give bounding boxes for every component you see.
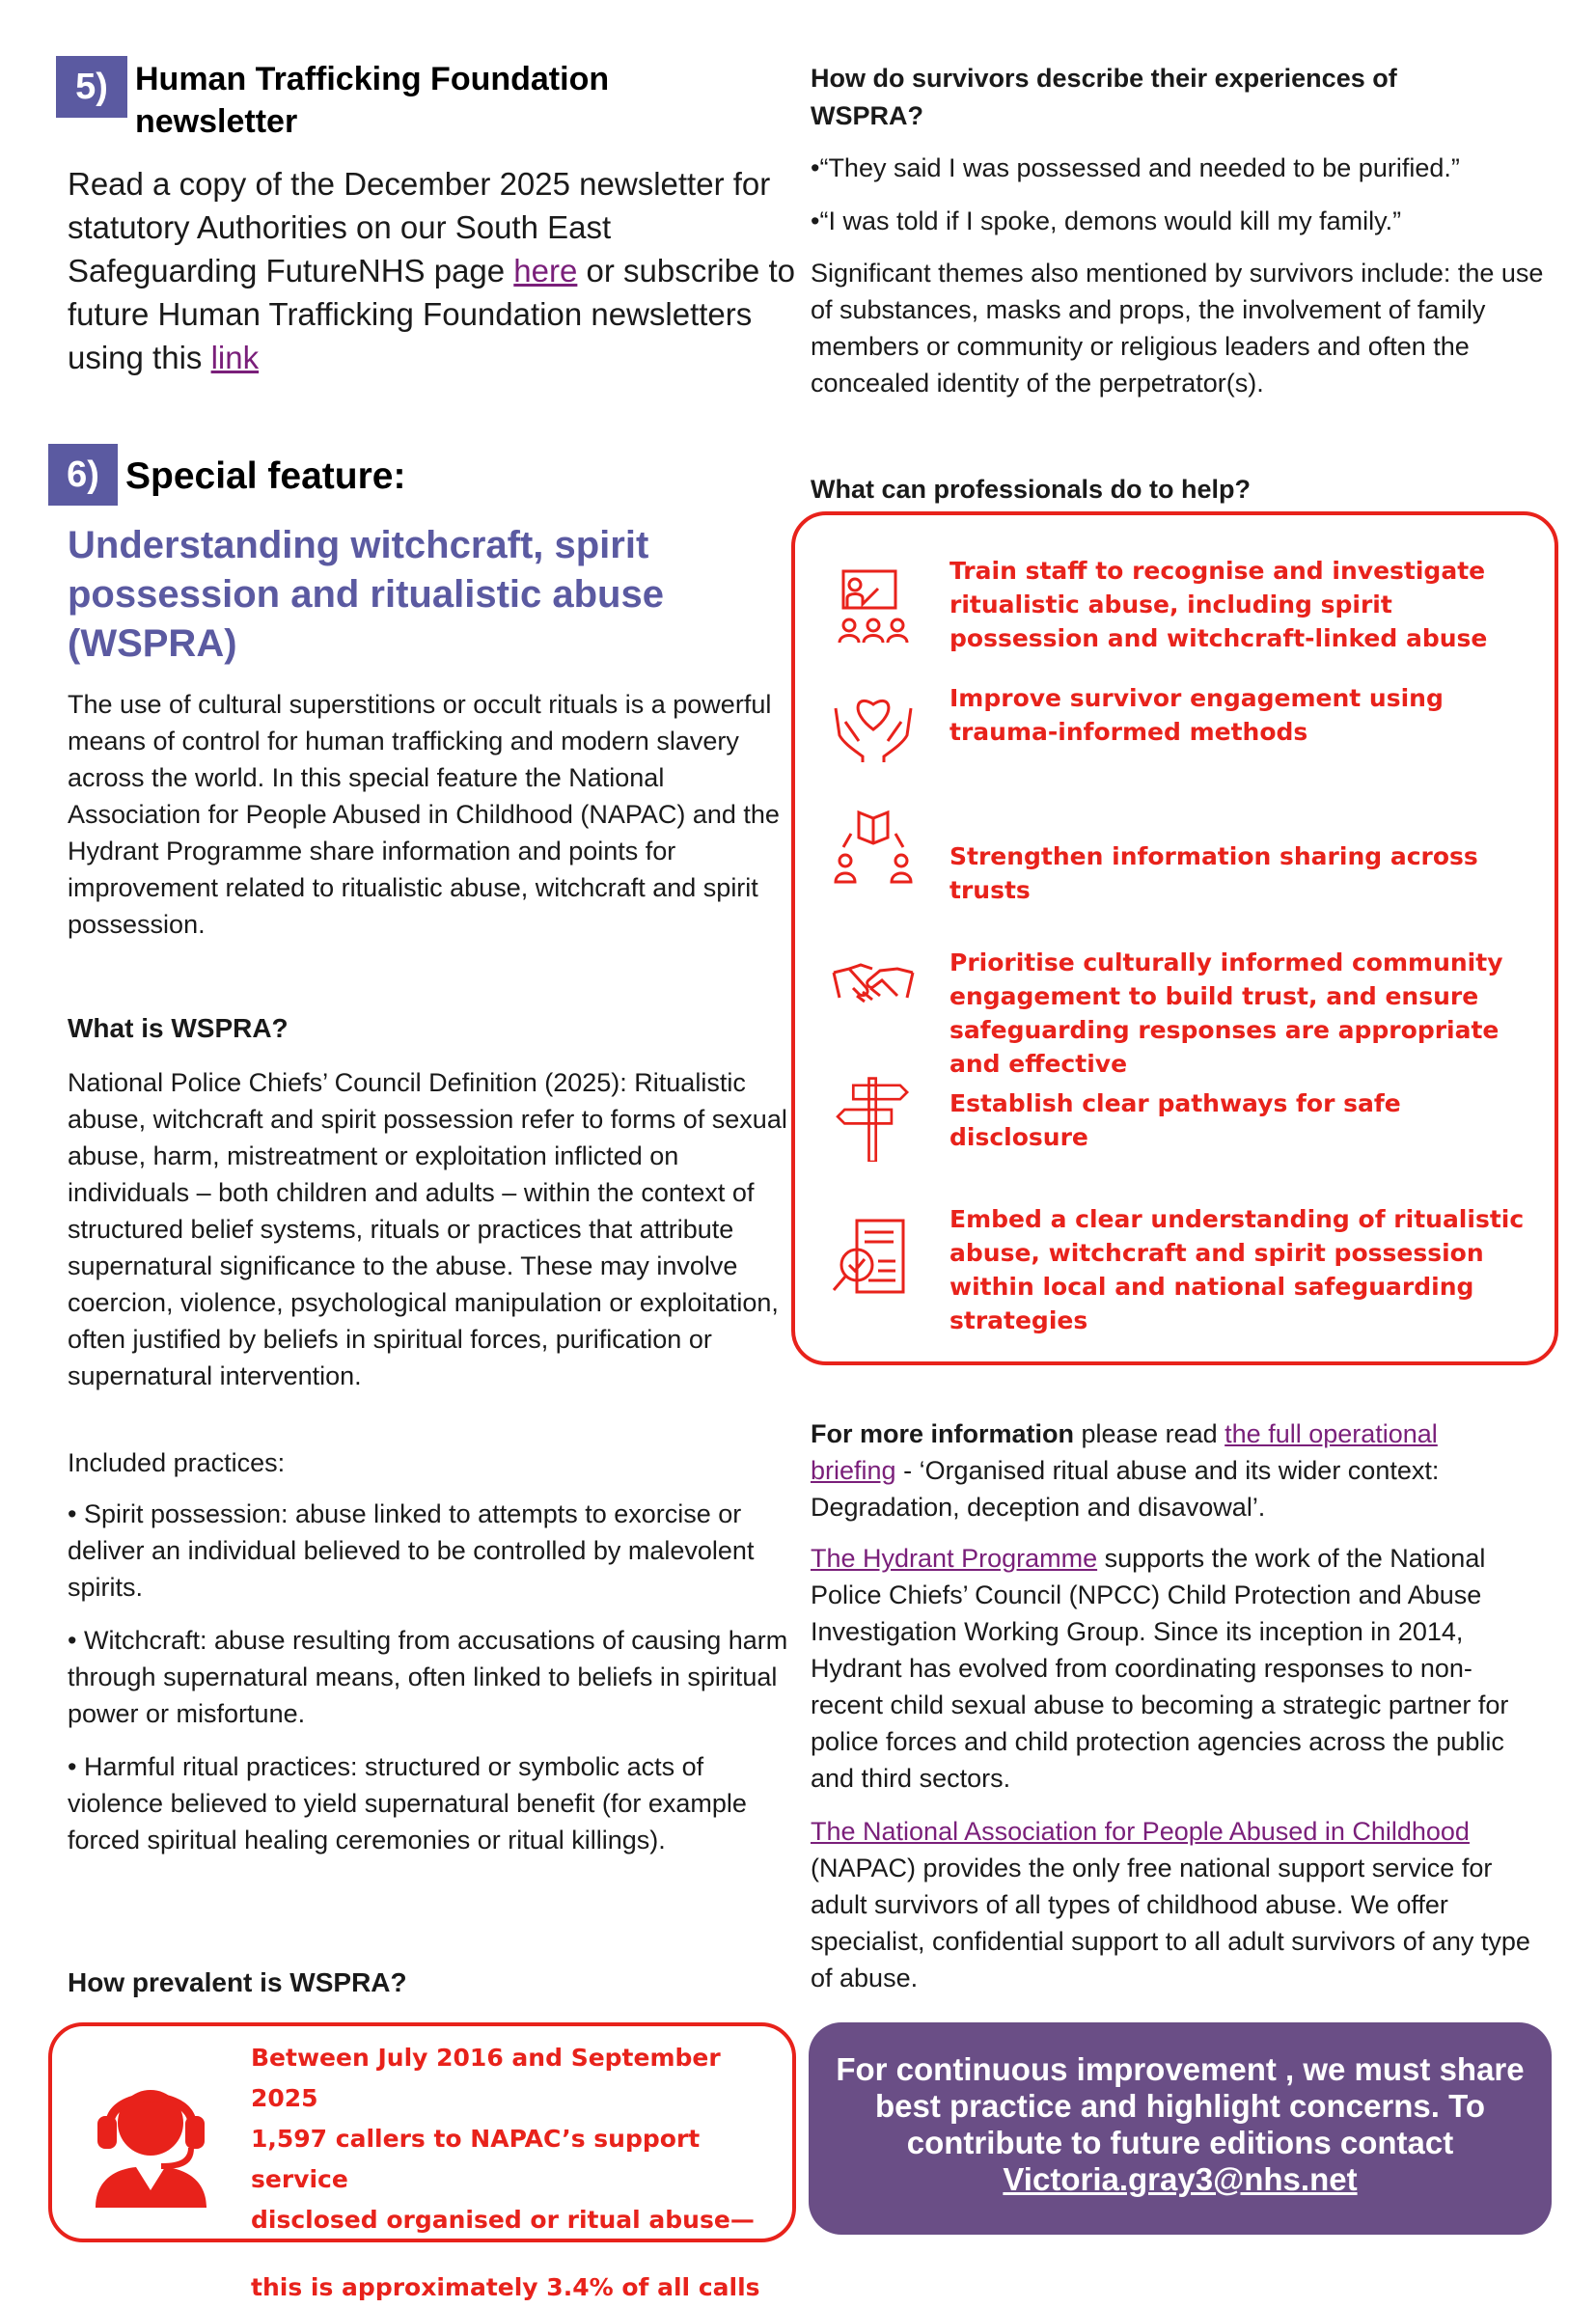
document-search-icon (830, 1215, 917, 1302)
help-item-information-sharing: Strengthen information sharing across trusts (949, 842, 1478, 904)
list-item: • Spirit possession: abuse linked to attempts to exorcise or deliver an individual believed to be controlled by malevolent spirits. (68, 1499, 755, 1602)
included-practices-heading: Included practices: (68, 1448, 286, 1477)
practices-list (68, 1496, 796, 1858)
heart-hands-icon (830, 679, 917, 766)
help-item-strategy: Embed a clear understanding of ritualistic abuse, witchcraft and spirit possession within local and national safeguarding strategies (949, 1205, 1525, 1334)
wspra-intro: The use of cultural superstitions or occult rituals is a powerful means of control for human trafficking and modern slavery across the world. In this special feature the National Association for People Abused in Childhood (NAPAC) and the Hydrant Programme share information and points for improvement related to ritualistic abuse, witchcraft and spirit possession. (68, 690, 780, 939)
survivors-heading: How do survivors describe their experiences of WSPRA? (811, 64, 1397, 130)
contact-box: For continuous improvement , we must share best practice and highlight concerns. To contribute to future editions contact Victoria.gray3@nhs.net (809, 2022, 1552, 2235)
subscribe-link[interactable]: link (210, 340, 260, 375)
call-centre-agent-icon (86, 2073, 216, 2208)
prevalence-statistic: Between July 2016 and September 2025 1,597 callers to NAPAC’s support service disclosed organised or ritual abuse— this is approximately 3.4% of all calls (251, 2044, 760, 2301)
survivor-themes: Significant themes also mentioned by survivors include: the use of substances, masks and props, the involvement of family members or community or religious leaders and often the concealed identity of the perpetrator(s). (811, 259, 1544, 398)
survivor-quote: •“They said I was possessed and needed to be purified.” (811, 153, 1460, 182)
wspra-definition: National Police Chiefs’ Council Definition (2025): Ritualistic abuse, witchcraft and spirit possession refer to forms of sexual abuse, harm, mistreatment or exploitation inflicted on individuals – both children and adults – within the context of structured belief systems, rituals or practices that attribute supernatural significance to the abuse. These may involve coercion, violence, psychological manipulation or exploitation, often justified by beliefs in spiritual forces, purification or supernatural intervention. (68, 1068, 787, 1390)
information-sharing-icon (830, 805, 917, 892)
help-item-safe-disclosure: Establish clear pathways for safe disclosure (949, 1089, 1401, 1151)
more-info-paragraph: For more information please read the full operational briefing - ‘Organised ritual abuse and its wider context: Degradation, deception and disavowal’. (811, 1419, 1440, 1522)
section-6-number: 6) (48, 444, 118, 506)
training-presentation-icon (830, 562, 917, 648)
section-5-title: Human Trafficking Foundation newsletter (135, 61, 610, 140)
help-box (791, 511, 1558, 1365)
help-item-training: Train staff to recognise and investigate ritualistic abuse, including spirit possession and witchcraft-linked abuse (949, 557, 1488, 652)
help-item-engagement: Improve survivor engagement using trauma-informed methods (949, 684, 1444, 746)
prevalence-box (48, 2022, 796, 2301)
hydrant-programme-link[interactable]: The Hydrant Programme (811, 1544, 1098, 1573)
signpost-icon (830, 1075, 917, 1162)
napac-link[interactable]: The National Association for People Abused in Childhood (811, 1817, 1470, 1846)
section-6-title: Special feature: (125, 455, 406, 497)
wspra-subtitle: Understanding witchcraft, spirit possession and ritualistic abuse (WSPRA) (68, 524, 664, 665)
napac-paragraph: The National Association for People Abused in Childhood (NAPAC) provides the only free national support service for adult survivors of all types of childhood abuse. We offer specialist, confidential support to all adult survivors of any type of abuse. (811, 1817, 1530, 1992)
how-prevalent-heading: How prevalent is WSPRA? (68, 1967, 407, 1997)
survivor-quote: •“I was told if I spoke, demons would kill my family.” (811, 206, 1402, 235)
newsletter-here-link[interactable]: here (513, 253, 578, 288)
operational-briefing-link[interactable]: the full operational briefing (811, 1419, 1438, 1485)
what-is-wspra-heading: What is WSPRA? (68, 1013, 289, 1043)
handshake-icon (830, 940, 917, 1027)
help-heading: What can professionals do to help? (811, 475, 1252, 504)
help-item-community-engagement: Prioritise culturally informed community engagement to build trust, and ensure safeguarding responses are appropriate and effective (949, 948, 1503, 1078)
hydrant-paragraph: The Hydrant Programme supports the work of the National Police Chiefs’ Council (NPCC) Child Protection and Abuse Investigation Working Group. Since its inception in 2014, Hydrant has evolved from coordinating responses to non-recent child sexual abuse to becoming a strategic partner for police forces and child protection agencies across the public and third sectors. (811, 1544, 1509, 1793)
list-item: • Witchcraft: abuse resulting from accusations of causing harm through supernatural means, often linked to beliefs in spiritual power or misfortune. (68, 1626, 788, 1728)
section-5-number: 5) (56, 56, 127, 118)
contact-email-link[interactable]: Victoria.gray3@nhs.net (1003, 2161, 1358, 2197)
section-5-body: Read a copy of the December 2025 newsletter for statutory Authorities on our South East Safeguarding FutureNHS page here or subscribe to future Human Trafficking Foundation newsletters using this link (68, 166, 795, 375)
list-item: • Harmful ritual practices: structured or symbolic acts of violence believed to yield supernatural benefit (for example forced spiritual healing ceremonies or ritual killings). (68, 1752, 747, 1855)
